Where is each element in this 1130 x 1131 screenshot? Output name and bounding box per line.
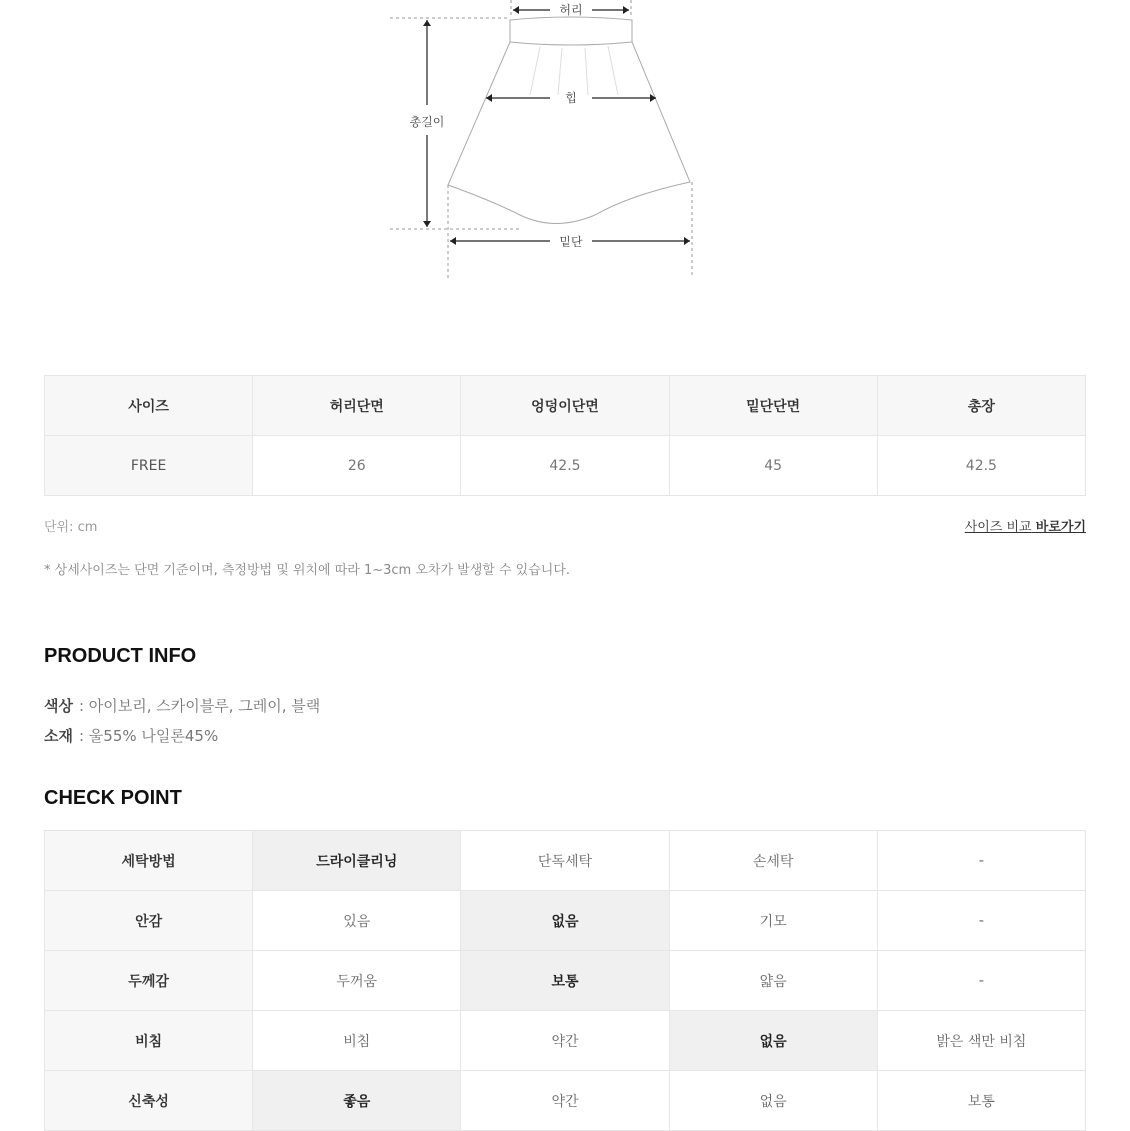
check-option: 두꺼움 <box>253 951 461 1011</box>
material-label: 소재 <box>44 727 73 745</box>
check-option: 비침 <box>253 1011 461 1071</box>
check-option: 얇음 <box>669 951 877 1011</box>
check-row <box>45 831 1086 891</box>
size-cell-size: FREE <box>45 436 253 496</box>
check-row-label: 신축성 <box>45 1071 253 1131</box>
check-option-selected: 없음 <box>669 1011 877 1071</box>
size-compare-link[interactable] <box>965 516 1086 535</box>
size-table-header-row <box>45 376 1086 436</box>
hem-label: 밑단 <box>559 235 583 249</box>
check-option: 보통 <box>877 1071 1085 1131</box>
check-row <box>45 1011 1086 1071</box>
check-option: 손세탁 <box>669 831 877 891</box>
size-compare-prefix: 사이즈 비교 <box>964 520 1032 535</box>
size-cell-length: 42.5 <box>877 436 1085 496</box>
product-info-title: PRODUCT INFO <box>44 645 197 667</box>
check-row-label: 안감 <box>45 891 253 951</box>
check-option: 기모 <box>669 891 877 951</box>
check-option: 약간 <box>461 1071 669 1131</box>
check-option: 약간 <box>461 1011 669 1071</box>
check-option-selected: 보통 <box>461 951 669 1011</box>
color-value: : 아이보리, 스카이블루, 그레이, 블랙 <box>78 697 321 715</box>
check-row <box>45 1071 1086 1131</box>
size-table <box>44 375 1086 496</box>
length-label: 총길이 <box>409 115 445 129</box>
material-info-row <box>44 725 218 746</box>
size-compare-action: 바로가기 <box>1035 520 1086 535</box>
unit-text: 단위: cm <box>44 520 98 535</box>
check-option-selected: 없음 <box>461 891 669 951</box>
size-table-row <box>45 436 1086 496</box>
check-option: - <box>877 951 1085 1011</box>
size-note: * 상세사이즈는 단면 기준이며, 측정방법 및 위치에 따라 1~3cm 오차가 발생할 수 있습니다. <box>44 563 571 578</box>
check-option: - <box>877 831 1085 891</box>
skirt-measurement-diagram <box>380 0 710 285</box>
size-cell-waist: 26 <box>253 436 461 496</box>
check-option: - <box>877 891 1085 951</box>
size-cell-hem: 45 <box>669 436 877 496</box>
waist-label: 허리 <box>559 3 583 17</box>
size-cell-hip: 42.5 <box>461 436 669 496</box>
pleat-lines <box>530 46 618 95</box>
size-header-hip: 엉덩이단면 <box>461 376 669 436</box>
hip-label: 힙 <box>565 91 577 105</box>
check-row-label: 비침 <box>45 1011 253 1071</box>
size-header-hem: 밑단단면 <box>669 376 877 436</box>
check-option: 있음 <box>253 891 461 951</box>
material-value: : 울55% 나일론45% <box>78 727 219 745</box>
check-option-selected: 좋음 <box>253 1071 461 1131</box>
check-row <box>45 891 1086 951</box>
check-row <box>45 951 1086 1011</box>
size-header-waist: 허리단면 <box>253 376 461 436</box>
check-option: 밝은 색만 비침 <box>877 1011 1085 1071</box>
check-point-table <box>44 830 1086 1131</box>
check-point-title: CHECK POINT <box>44 787 182 809</box>
size-header-size: 사이즈 <box>45 376 253 436</box>
check-option: 없음 <box>669 1071 877 1131</box>
skirt-body-shape <box>448 42 690 224</box>
color-info-row <box>44 695 320 716</box>
check-option: 단독세탁 <box>461 831 669 891</box>
size-header-length: 총장 <box>877 376 1085 436</box>
color-label: 색상 <box>44 697 73 715</box>
check-option-selected: 드라이클리닝 <box>253 831 461 891</box>
skirt-illustration <box>380 0 710 285</box>
check-row-label: 세탁방법 <box>45 831 253 891</box>
check-row-label: 두께감 <box>45 951 253 1011</box>
waistband-shape <box>510 17 632 45</box>
